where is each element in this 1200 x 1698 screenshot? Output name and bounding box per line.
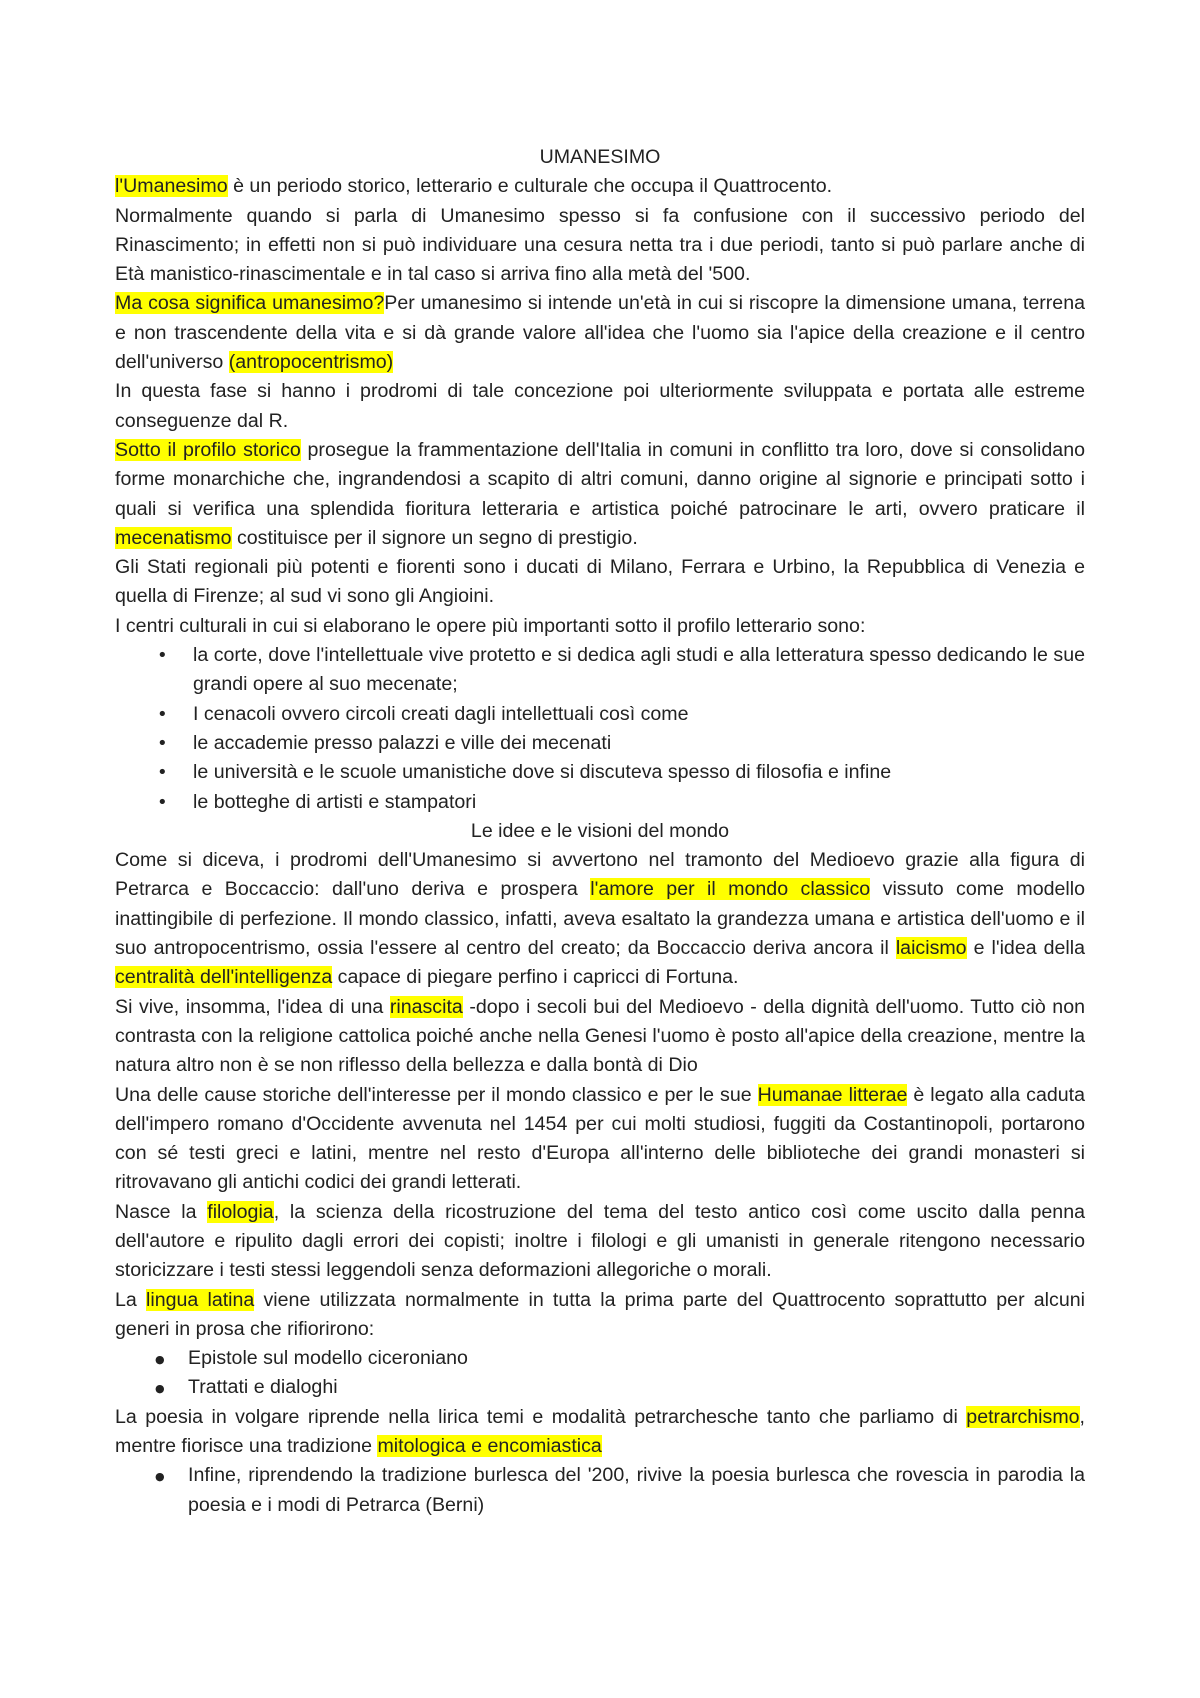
- highlight: Humanae litterae: [757, 1083, 908, 1106]
- highlight: mecenatismo: [115, 526, 232, 549]
- highlight: (antropocentrismo): [228, 351, 394, 374]
- list-centri-culturali: [115, 641, 1085, 817]
- highlight: l'Umanesimo: [115, 175, 228, 198]
- paragraph-petrarca-boccaccio: Come si diceva, i prodromi dell'Umanesimo si avvertono nel tramonto del Medioevo grazie alla figura di Petrarca e Boccaccio: dall'uno deriva e prospera l'amore per il mondo classico vissuto come modello inattingibile di perfezione. Il mondo classico, infatti, aveva esaltato la grandezza umana e artistica dell'uomo e il suo antropocentrismo, ossia l'essere al centro del creato; da Boccaccio deriva ancora il laicismo e l'idea della centralità dell'intelligenza capace di piegare perfino i capricci di Fortuna.: [115, 849, 1086, 989]
- paragraph-stati-regionali: Gli Stati regionali più potenti e fiorenti sono i ducati di Milano, Ferrara e Urbino, la Repubblica di Venezia e quella di Firenze; al sud vi sono gli Angioini.: [115, 556, 1085, 608]
- list-generi-prosa: [115, 1344, 1085, 1403]
- document-page: [115, 143, 1085, 1520]
- list-poesia-burlesca: [115, 1461, 1085, 1520]
- highlight: Ma cosa significa umanesimo?: [115, 292, 385, 315]
- highlight: Sotto il profilo storico: [115, 438, 301, 461]
- section-subtitle: Le idee e le visioni del mondo: [470, 819, 730, 842]
- highlight: lingua latina: [145, 1288, 255, 1311]
- list-item: ● Infine, riprendendo la tradizione burlesca del '200, rivive la poesia burlesca che rovescia in parodia la poesia e i modi di Petrarca (Berni): [115, 1461, 1085, 1520]
- list-item: ● Epistole sul modello ciceroniano: [115, 1344, 1085, 1373]
- paragraph-intro: l'Umanesimo è un periodo storico, letterario e culturale che occupa il Quattrocento.: [115, 175, 833, 198]
- highlight: petrarchismo: [966, 1405, 1080, 1428]
- paragraph-humanae-litterae: Una delle cause storiche dell'interesse per il mondo classico e per le sue Humanae litterae è legato alla caduta dell'impero romano d'Occidente avvenuta nel 1454 per cui molti studiosi, fuggiti da Costantinopoli, portarono con sé testi greci e latini, mentre nel resto d'Europa all'interno delle biblioteche dei grandi monasteri si ritrovavano gli antichi codici dei grandi letterati.: [115, 1083, 1085, 1194]
- highlight: rinascita: [389, 995, 463, 1018]
- highlight: mitologica e encomiastica: [377, 1435, 602, 1458]
- paragraph-filologia: Nasce la filologia, la scienza della ricostruzione del tema del testo antico così come uscito dalla penna dell'autore e ripulito dagli errori dei copisti; inoltre i filologi e gli umanisti in generale ritengono necessario storicizzare i testi stessi leggendoli senza deformazioni allegoriche o morali.: [115, 1200, 1085, 1282]
- highlight: l'amore per il mondo classico: [590, 878, 871, 901]
- paragraph-poesia-volgare: La poesia in volgare riprende nella lirica temi e modalità petrarchesche tanto che parliamo di petrarchismo, mentre fiorisce una tradizione mitologica e encomiastica: [115, 1405, 1085, 1458]
- paragraph-lingua-latina: La lingua latina viene utilizzata normalmente in tutta la prima parte del Quattrocento soprattutto per alcuni generi in prosa che rifiorirono:: [115, 1288, 1085, 1340]
- highlight: laicismo: [895, 937, 967, 960]
- paragraph-centri-culturali: I centri culturali in cui si elaborano le opere più importanti sotto il profilo letterario sono:: [115, 614, 866, 637]
- list-item: • I cenacoli ovvero circoli creati dagli intellettuali così come: [115, 700, 1085, 729]
- highlight: filologia: [207, 1200, 274, 1223]
- list-item: • le università e le scuole umanistiche dove si discuteva spesso di filosofia e infine: [115, 758, 1085, 787]
- paragraph-profilo-storico: Sotto il profilo storico prosegue la frammentazione dell'Italia in comuni in conflitto tra loro, dove si consolidano forme monarchiche che, ingrandendosi a scapito di altri comuni, danno origine al signorie e principati sotto i quali si verifica una splendida fioritura letteraria e artistica poiché patrocinare le arti, ovvero praticare il mecenatismo costituisce per il signore un segno di prestigio.: [115, 438, 1085, 549]
- paragraph-rinascimento: Normalmente quando si parla di Umanesimo spesso si fa confusione con il successivo periodo del Rinascimento; in effetti non si può individuare una cesura netta tra i due periodi, tanto si può parlare anche di Età manistico-rinascimentale e in tal caso si arriva fino alla metà del '500.: [115, 204, 1085, 286]
- list-item: • la corte, dove l'intellettuale vive protetto e si dedica agli studi e alla letteratura spesso dedicando le sue grandi opere al suo mecenate;: [115, 641, 1085, 700]
- paragraph-rinascita: Si vive, insomma, l'idea di una rinascita -dopo i secoli bui del Medioevo - della dignità dell'uomo. Tutto ciò non contrasta con la religione cattolica poiché anche nella Genesi l'uomo è posto all'apice della creazione, mentre la natura altro non è se non riflesso della bellezza e dalla bontà di Dio: [115, 995, 1085, 1077]
- paragraph-significato: Ma cosa significa umanesimo?Per umanesimo si intende un'età in cui si riscopre la dimensione umana, terrena e non trascendente della vita e si dà grande valore all'idea che l'uomo sia l'apice della creazione e il centro dell'universo (antropocentrismo): [115, 292, 1085, 374]
- list-item: • le accademie presso palazzi e ville dei mecenati: [115, 729, 1085, 758]
- list-item: • le botteghe di artisti e stampatori: [115, 788, 1085, 817]
- highlight: centralità dell'intelligenza: [115, 966, 333, 989]
- paragraph-prodromi: In questa fase si hanno i prodromi di tale concezione poi ulteriormente sviluppata e portata alle estreme conseguenze dal R.: [115, 380, 1085, 432]
- list-item: ● Trattati e dialoghi: [115, 1373, 1085, 1402]
- document-title: UMANESIMO: [539, 146, 661, 168]
